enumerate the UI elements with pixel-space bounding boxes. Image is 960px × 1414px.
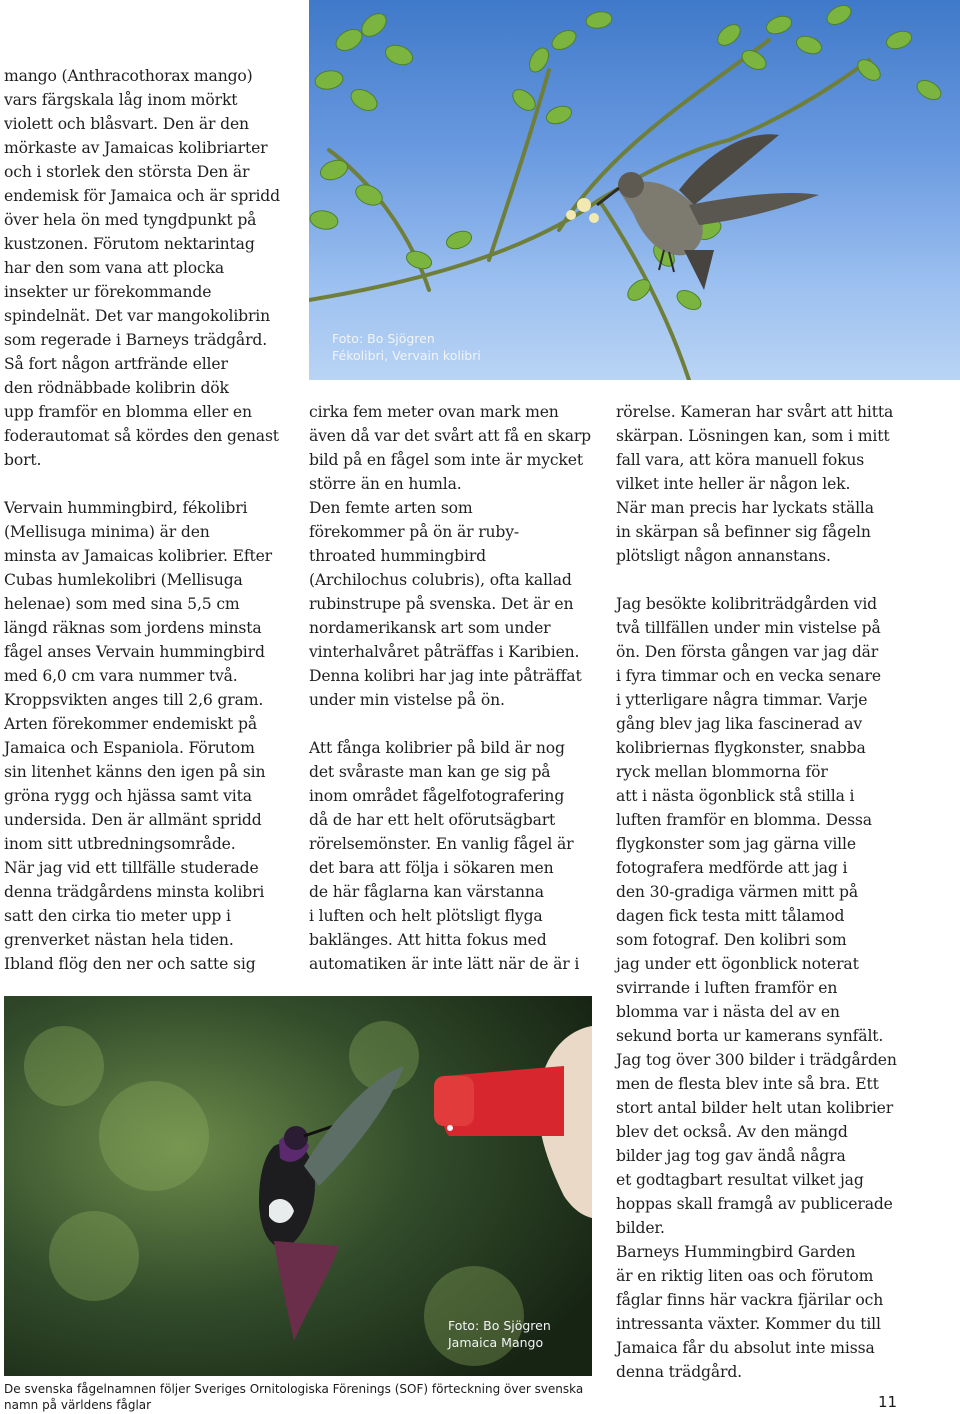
leafy-branch-illustration	[309, 0, 960, 380]
paragraph: mango (Anthracothorax mango) vars färgskala låg inom mörkt violett och blåsvart. Den är den mörkaste av Jamaicas kolibriarter och i storlek den största Den är endemisk för Jamaica och är spridd över hela ön med tyngdpunkt på kustzonen. Förutom nektarintag har den som vana att plocka insekter ur förekommande spindelnät. Det var mangokolibrin som regerade i Barneys trädgård. Så fort någon artfrände eller den rödnäbbade kolibrin dök upp framför en blomma eller en foderautomat så kördes den genast bort.	[4, 67, 280, 469]
feeder	[434, 1066, 564, 1136]
hummingbird-figure	[597, 134, 819, 290]
paragraph: Barneys Hummingbird Garden är en riktig liten oas och förutom fåglar finns här vackra fjärilar och intressanta växter. Kommer du till Jamaica får du absolut inte missa denna trädgård.	[616, 1243, 884, 1381]
text-column-1	[4, 64, 296, 976]
photo-caption: Foto: Bo Sjögren Jamaica Mango	[448, 1318, 551, 1350]
text-column-3	[616, 400, 916, 1384]
photo-vervain-hummingbird	[309, 0, 960, 380]
paragraph: rörelse. Kameran har svårt att hitta skärpan. Lösningen kan, som i mitt fall vara, att köra manuell fokus vilket inte heller är någon lek.	[616, 403, 894, 493]
paragraph: När man precis har lyckats ställa in skärpan så befinner sig fågeln plötsligt någon annanstans.	[616, 499, 874, 565]
paragraph: cirka fem meter ovan mark men även då var det svårt att få en skarp bild på en fågel som inte är mycket större än en humla.	[309, 403, 591, 493]
paragraph: Den femte arten som förekommer på ön är ruby- throated hummingbird (Archilochus colubris), ofta kallad rubinstrupe på svenska. Det är en nordamerikansk art som under vinterhalvåret påträffas i Karibien. Denna kolibri har jag inte påträffat under min vistelse på ön.	[309, 499, 582, 709]
paragraph: Vervain hummingbird, fékolibri (Mellisuga minima) är den minsta av Jamaicas kolibrier. Efter Cubas humlekolibri (Mellisuga helenae) som med sina 5,5 cm längd räknas som jordens minsta fågel anses Vervain hummingbird med 6,0 cm vara nummer två. Kroppsvikten anges till 2,6 gram. Arten förekommer endemiskt på Jamaica och Espaniola. Förutom sin litenhet känns den igen på sin gröna rygg och hjässa samt vita undersida. Den är allmänt spridd inom sitt utbredningsområde. När jag vid ett tillfälle studerade denna trädgårdens minsta kolibri satt den cirka tio meter upp i grenverket nästan hela tiden. Ibland flög den ner och satte sig	[4, 499, 272, 973]
paragraph: Att fånga kolibrier på bild är nog det svåraste man kan ge sig på inom området fågelfotografering då de har ett helt oförutsägbart rörelsemönster. En vanlig fågel är det bara att följa i sökaren men de här fåglarna kan värstanna i luften och helt plötsligt flyga baklänges. Att hitta fokus med automatiken är inte lätt när de är i	[309, 739, 580, 973]
footnote: De svenska fågelnamnen följer Sveriges Ornitologiska Förenings (SOF) förteckning över svenska namn på världens fåglar	[4, 1382, 584, 1412]
photo-caption: Foto: Bo Sjögren Fékolibri, Vervain kolibri	[332, 331, 481, 363]
paragraph: Jag besökte kolibriträdgården vid två tillfällen under min vistelse på ön. Den första gången var jag där i fyra timmar och en vecka senare i ytterligare några timmar. Varje gång blev jag lika fascinerad av kolibriernas flygkonster, snabba ryck mellan blommorna för att i nästa ögonblick stå stilla i luften framför en blomma. Dessa flygkonster som jag gärna ville fotografera medförde att jag i den 30-gradiga värmen mitt på dagen fick testa mitt tålamod som fotograf. Den kolibri som jag under ett ögonblick noterat svirrande i luften framför en blomma var i nästa del av en sekund borta ur kamerans synfält. Jag tog över 300 bilder i trädgården men de flesta blev inte så bra. Ett stort antal bilder helt utan kolibrier blev det också. Av den mängd bilder jag tog gav ändå några et godtagbart resultat vilket jag hoppas skall framgå av publicerade bilder.	[616, 595, 897, 1237]
page-number: 11	[878, 1393, 898, 1411]
text-column-2	[309, 400, 601, 976]
